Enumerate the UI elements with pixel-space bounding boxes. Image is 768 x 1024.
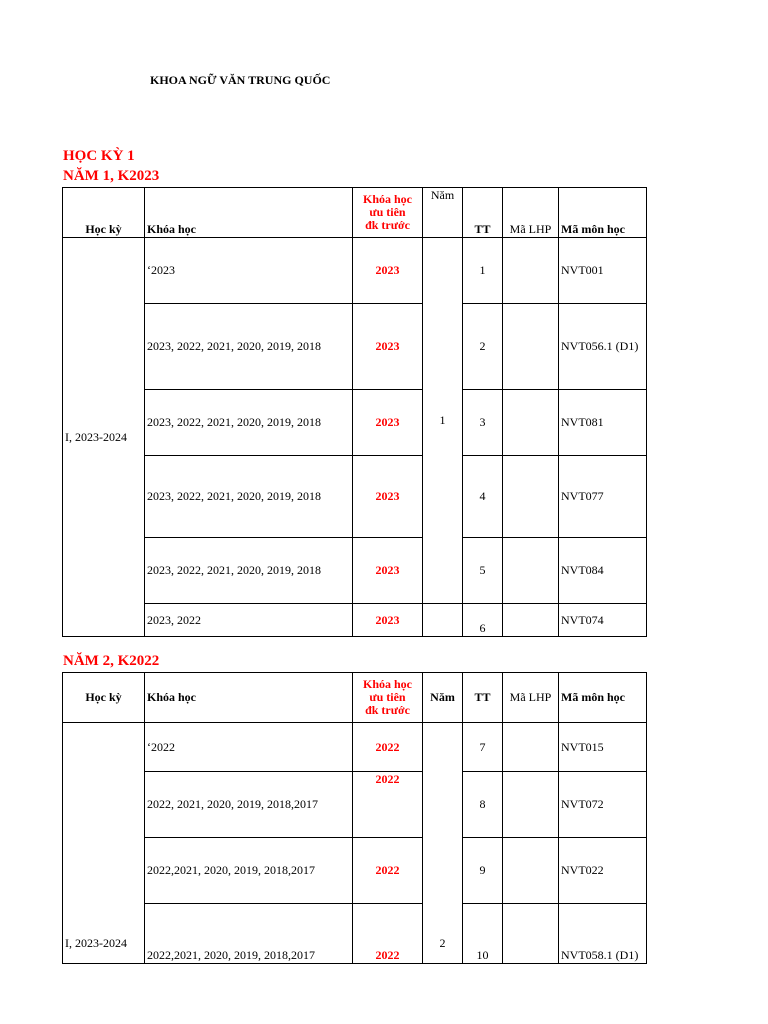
header-tt: TT xyxy=(463,188,503,238)
uu-tien-cell: 2022 xyxy=(353,838,423,904)
ma-lhp-cell xyxy=(503,390,559,456)
ma-mon-hoc-cell: NVT001 xyxy=(559,238,647,304)
khoa-hoc-cell: 2023, 2022 xyxy=(145,604,353,637)
uu-tien-cell: 2023 xyxy=(353,238,423,304)
uu-tien-cell: 2022 xyxy=(353,723,423,772)
ma-mon-hoc-cell: NVT072 xyxy=(559,772,647,838)
tt-cell: 10 xyxy=(463,904,503,964)
ma-mon-hoc-cell: NVT074 xyxy=(559,604,647,637)
khoa-hoc-cell: 2022,2021, 2020, 2019, 2018,2017 xyxy=(145,904,353,964)
tt-cell: 9 xyxy=(463,838,503,904)
uu-tien-cell: 2023 xyxy=(353,604,423,637)
ma-lhp-cell xyxy=(503,238,559,304)
khoa-hoc-cell: 2022,2021, 2020, 2019, 2018,2017 xyxy=(145,838,353,904)
header-ma-lhp: Mã LHP xyxy=(503,188,559,238)
course-table-year1 xyxy=(62,187,647,637)
hoc-ky-cell: I, 2023-2024 xyxy=(63,238,145,637)
header-uu-tien-line1: Khóa học xyxy=(362,192,412,206)
khoa-hoc-cell: 2023, 2022, 2021, 2020, 2019, 2018 xyxy=(145,538,353,604)
ma-mon-hoc-cell: NVT084 xyxy=(559,538,647,604)
semester-heading: HỌC KỲ 1 xyxy=(63,148,135,164)
khoa-hoc-cell: 2023, 2022, 2021, 2020, 2019, 2018 xyxy=(145,390,353,456)
nam-cell: 2 xyxy=(423,723,463,964)
table-row xyxy=(63,723,647,772)
ma-lhp-cell xyxy=(503,838,559,904)
header-nam: Năm xyxy=(423,188,463,238)
header-tt: TT xyxy=(463,673,503,723)
header-hoc-ky: Học kỳ xyxy=(63,673,145,723)
nam-empty-cell xyxy=(423,604,463,637)
nam-cell: 1 xyxy=(423,238,463,604)
table-row xyxy=(63,772,647,838)
ma-lhp-cell xyxy=(503,456,559,538)
header-nam: Năm xyxy=(423,673,463,723)
header-uu-tien xyxy=(353,188,423,238)
table-header-row xyxy=(63,188,647,238)
header-ma-lhp: Mã LHP xyxy=(503,673,559,723)
uu-tien-cell: 2023 xyxy=(353,456,423,538)
header-uu-tien-line2: ưu tiên xyxy=(369,690,406,704)
ma-mon-hoc-cell: NVT077 xyxy=(559,456,647,538)
tt-cell: 4 xyxy=(463,456,503,538)
table-row xyxy=(63,304,647,390)
khoa-hoc-cell: 2023, 2022, 2021, 2020, 2019, 2018 xyxy=(145,456,353,538)
year2-heading: NĂM 2, K2022 xyxy=(63,653,160,669)
table-row xyxy=(63,456,647,538)
ma-mon-hoc-cell: NVT081 xyxy=(559,390,647,456)
tt-cell: 3 xyxy=(463,390,503,456)
header-uu-tien xyxy=(353,673,423,723)
header-uu-tien-line1: Khóa học xyxy=(362,677,412,691)
ma-lhp-cell xyxy=(503,538,559,604)
table-row xyxy=(63,538,647,604)
ma-lhp-cell xyxy=(503,904,559,964)
uu-tien-cell: 2023 xyxy=(353,538,423,604)
header-hoc-ky: Học kỳ xyxy=(63,188,145,238)
header-ma-mon-hoc: Mã môn học xyxy=(559,673,647,723)
table-row xyxy=(63,838,647,904)
uu-tien-cell: 2023 xyxy=(353,304,423,390)
course-table-year2 xyxy=(62,672,647,964)
table-row xyxy=(63,904,647,964)
ma-lhp-cell xyxy=(503,772,559,838)
tt-cell: 5 xyxy=(463,538,503,604)
ma-mon-hoc-cell: NVT015 xyxy=(559,723,647,772)
page-title: KHOA NGỮ VĂN TRUNG QUỐC xyxy=(150,73,331,87)
ma-lhp-cell xyxy=(503,723,559,772)
table-header-row xyxy=(63,673,647,723)
khoa-hoc-cell: ‘2023 xyxy=(145,238,353,304)
ma-mon-hoc-cell: NVT058.1 (D1) xyxy=(559,904,647,964)
header-ma-mon-hoc: Mã môn học xyxy=(559,188,647,238)
khoa-hoc-cell: 2022, 2021, 2020, 2019, 2018,2017 xyxy=(145,772,353,838)
year1-heading: NĂM 1, K2023 xyxy=(63,168,160,184)
uu-tien-cell: 2022 xyxy=(353,904,423,964)
header-uu-tien-line3: đk trước xyxy=(365,218,410,232)
table-row xyxy=(63,390,647,456)
header-uu-tien-line2: ưu tiên xyxy=(369,205,406,219)
tt-cell: 6 xyxy=(463,604,503,637)
uu-tien-cell: 2022 xyxy=(353,772,423,838)
khoa-hoc-cell: 2023, 2022, 2021, 2020, 2019, 2018 xyxy=(145,304,353,390)
header-khoa-hoc: Khóa học xyxy=(145,188,353,238)
tt-cell: 2 xyxy=(463,304,503,390)
header-khoa-hoc: Khóa học xyxy=(145,673,353,723)
table-row xyxy=(63,238,647,304)
table-row xyxy=(63,604,647,637)
khoa-hoc-cell: ‘2022 xyxy=(145,723,353,772)
ma-mon-hoc-cell: NVT022 xyxy=(559,838,647,904)
header-uu-tien-line3: đk trước xyxy=(365,703,410,717)
tt-cell: 7 xyxy=(463,723,503,772)
uu-tien-cell: 2023 xyxy=(353,390,423,456)
hoc-ky-cell: I, 2023-2024 xyxy=(63,723,145,964)
ma-lhp-cell xyxy=(503,304,559,390)
tt-cell: 8 xyxy=(463,772,503,838)
ma-mon-hoc-cell: NVT056.1 (D1) xyxy=(559,304,647,390)
ma-lhp-cell xyxy=(503,604,559,637)
tt-cell: 1 xyxy=(463,238,503,304)
